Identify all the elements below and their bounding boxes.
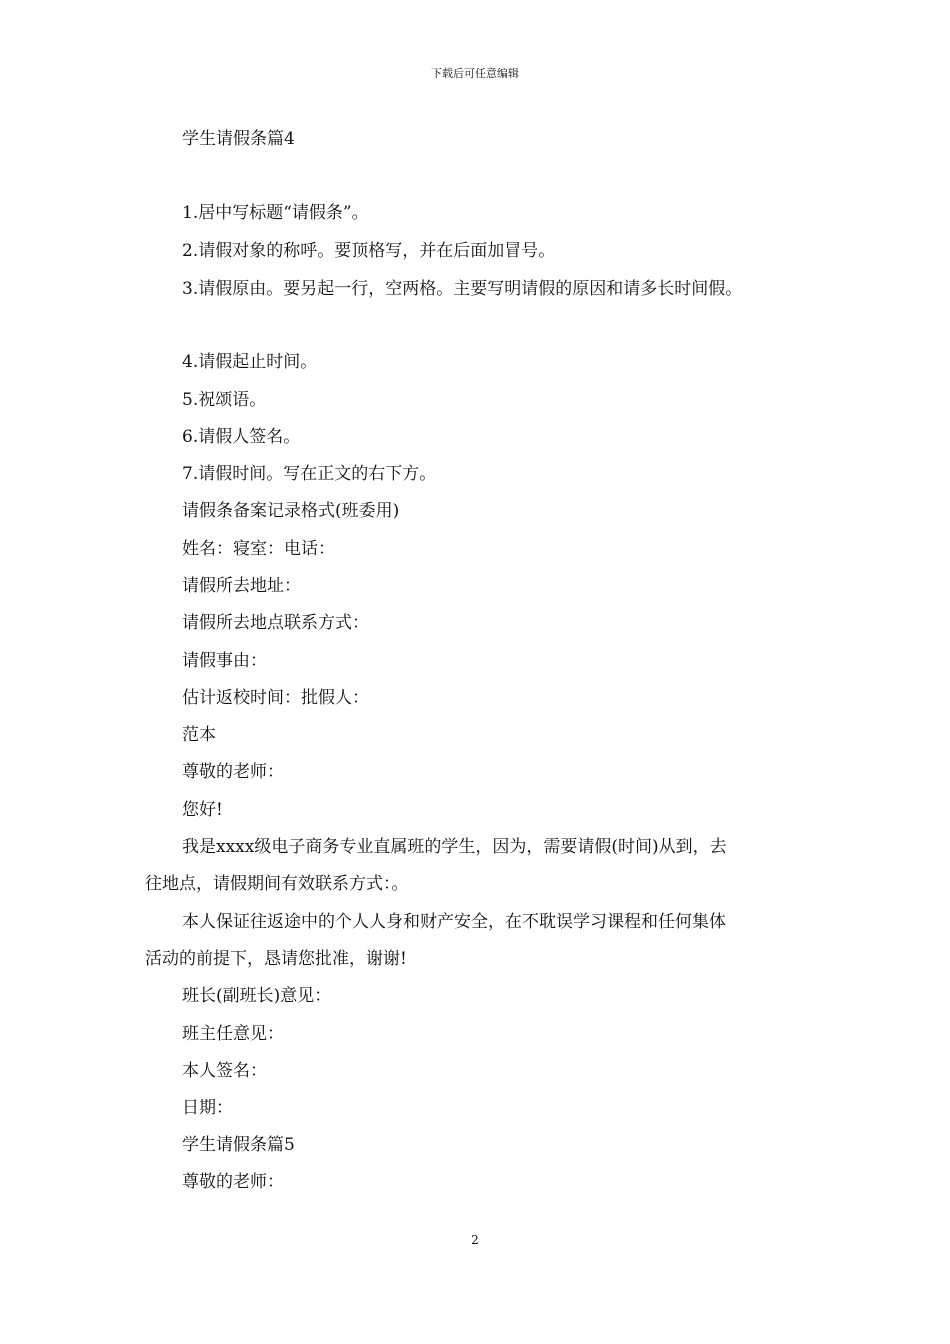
section-title: 学生请假条篇4 (182, 129, 295, 149)
page-header: 下载后可任意编辑 (431, 67, 519, 80)
paragraph: 本人保证往返途中的个人人身和财产安全，在不耽误学习课程和任何集体 (182, 912, 726, 932)
form-field-line: 日期： (182, 1098, 233, 1118)
form-field-line: 请假所去地点联系方式： (182, 613, 369, 633)
form-field-line: 估计返校时间：批假人： (182, 688, 369, 708)
form-field-line: 班长(副班长)意见： (182, 986, 332, 1006)
paragraph: 请假条备案记录格式(班委用) (182, 501, 400, 521)
form-field-line: 本人签名： (182, 1061, 267, 1081)
list-item: 6.请假人签名。 (182, 427, 301, 447)
list-item: 5.祝颂语。 (182, 390, 267, 410)
section-title: 学生请假条篇5 (182, 1135, 295, 1155)
list-item: 3.请假原由。要另起一行，空两格。主要写明请假的原因和请多长时间假。 (182, 279, 743, 299)
paragraph: 我是xxxx级电子商务专业直属班的学生，因为，需要请假(时间)从到，去 (182, 837, 727, 857)
greeting: 您好! (182, 800, 223, 820)
paragraph-continuation: 活动的前提下，恳请您批准，谢谢! (145, 949, 407, 969)
form-field-line: 班主任意见： (182, 1024, 284, 1044)
form-field-line: 请假事由： (182, 651, 267, 671)
salutation: 尊敬的老师： (182, 1172, 284, 1192)
list-item: 7.请假时间。写在正文的右下方。 (182, 464, 437, 484)
list-item: 2.请假对象的称呼。要顶格写，并在后面加冒号。 (182, 241, 556, 261)
paragraph: 范本 (182, 725, 216, 745)
salutation: 尊敬的老师： (182, 762, 284, 782)
form-field-line: 姓名：寝室：电话： (182, 539, 335, 559)
list-item: 4.请假起止时间。 (182, 352, 318, 372)
page-number: 2 (471, 1233, 479, 1247)
form-field-line: 请假所去地址： (182, 576, 301, 596)
paragraph-continuation: 往地点，请假期间有效联系方式：。 (145, 874, 409, 894)
list-item: 1.居中写标题“请假条”。 (182, 203, 369, 223)
